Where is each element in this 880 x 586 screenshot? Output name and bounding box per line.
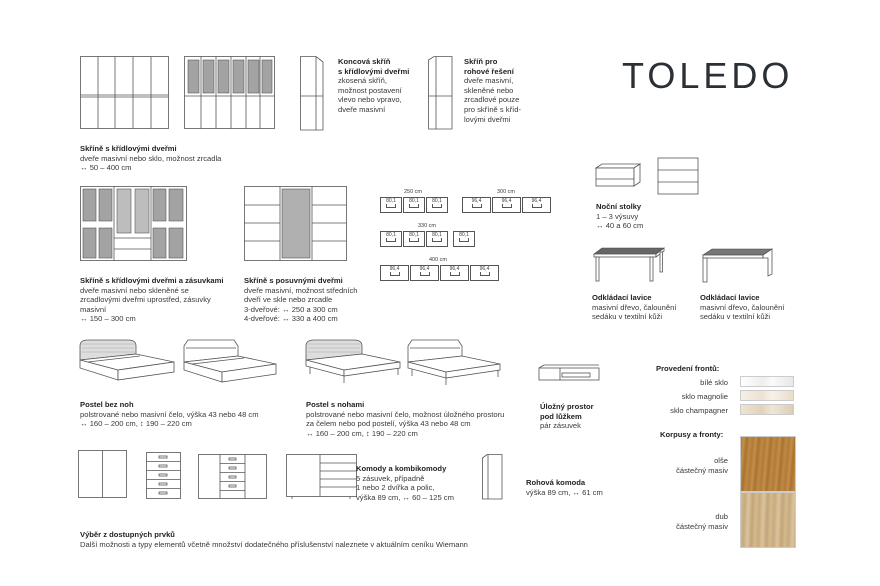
corner-wardrobe-title-2: rohové řešení [464,66,514,76]
front-swatch-magnolia [740,390,794,401]
body-label-line: částečný masiv [676,465,728,475]
bodies-title: Korpusy a fronty: [660,430,724,439]
module-box: 80,1 [426,197,448,213]
hinged-wardrobe-illustration [80,56,170,130]
dresser-doors-illustration [78,450,128,500]
bed-legs-line: za čelem nebo pod postelí, výška 43 nebo 48 cm [306,419,471,429]
hinged-wardrobes-line: ↔ 50 – 400 cm [80,163,132,173]
end-wardrobe-title-2: s křídlovými dveřmi [338,66,410,76]
bench2-title: Odkládací lavice [700,293,760,302]
module-box: 96,4 [462,197,491,213]
front-swatch-white [740,376,794,387]
sliding-wardrobes-line: dveří ve skle nebo zrcadle [244,295,333,305]
bench-illustration [590,246,672,284]
end-wardrobe-illustration [300,56,324,132]
bench1-line: masivní dřevo, čalounění [592,302,677,312]
bed-legs-upholstered-illustration [304,336,404,386]
module-box: 96,4 [492,197,521,213]
bed-legs-title: Postel s nohami [306,400,365,409]
bed-no-legs-line: polstrované nebo masivní čelo, výška 43 nebo 48 cm [80,409,259,419]
hinged-wardrobes-title: Skříně s křídlovými dveřmi [80,144,177,153]
body-label-line: dub [715,512,728,521]
sliding-wardrobes-line: 3-dveřové: ↔ 250 a 300 cm [244,304,338,314]
dresser-drawers-illustration [146,452,182,500]
end-wardrobe-line: dveře masivní [338,104,386,114]
sliding-wardrobe-illustration [244,186,348,262]
corner-wardrobe-illustration [428,56,454,130]
module-box: 96,4 [470,265,499,281]
bench1-line: sedáku v textilní kůži [592,312,663,322]
footer [80,530,468,549]
front-label: sklo champagner [670,406,728,415]
corner-wardrobe-text [464,57,521,124]
footer-title: Výběr z dostupných prvků [80,530,175,539]
dressers-title: Komody a kombikomody [356,464,447,473]
bed-upholstered-illustration [78,336,178,384]
under-bed-line: pár zásuvek [540,421,581,431]
dressers-text [356,464,454,502]
corner-dresser-text [526,478,603,497]
bed-no-legs-title: Postel bez noh [80,400,134,409]
corner-wardrobe-line: pro skříně s kříd- [464,104,521,114]
bed-wood-illustration [182,336,278,384]
bed-no-legs-text [80,400,259,429]
bench1-title: Odkládací lavice [592,293,652,302]
module-box: 80,1 [380,231,402,247]
nightstands-text [596,202,643,231]
nightstands-line: ↔ 40 a 60 cm [596,221,644,231]
drawer-wardrobes-line: dveře masivní nebo skleněné se [80,285,189,295]
width-label-400: 400 cm [428,257,448,263]
nightstand-illustration [594,154,704,196]
bed-legs-wood-illustration [406,336,502,388]
corner-dresser-line: výška 89 cm, ↔ 61 cm [526,487,603,497]
sliding-wardrobes-line: dveře masivní, možnost středních [244,285,358,295]
body-label-oak [650,512,728,531]
corner-dresser-illustration [482,454,504,500]
width-label-250: 250 cm [403,189,423,195]
under-bed-title-2: pod lůžkem [540,411,582,421]
module-box: 80,1 [403,231,425,247]
module-box: 96,4 [440,265,469,281]
module-box: 80,1 [426,231,448,247]
end-wardrobe-text [338,57,409,115]
body-label-alder [650,456,728,475]
module-box: 80,1 [380,197,402,213]
brand-title: TOLEDO [622,55,794,96]
front-label: sklo magnolie [681,392,728,401]
hinged-wardrobes-text [80,144,221,173]
end-wardrobe-line: vlevo nebo vpravo, [338,95,402,105]
module-box: 96,4 [522,197,551,213]
corner-wardrobe-line: zrcadlové pouze [464,95,520,105]
bench2-text [700,293,784,322]
front-label: bílé sklo [700,378,728,387]
sliding-wardrobes-text [244,276,358,324]
body-label-line: olše [714,456,728,465]
body-label-line: částečný masiv [676,521,728,531]
sliding-wardrobes-title: Skříně s posuvnými dveřmi [244,276,343,285]
nightstands-title: Noční stolky [596,202,642,211]
module-box: 80,1 [453,231,475,247]
corner-wardrobe-title-1: Skříň pro [464,57,498,66]
front-swatch-champagne [740,404,794,415]
bed-legs-line: polstrované nebo masivní čelo, možnost úložného prostoru [306,409,505,419]
drawer-wardrobes-title: Skříně s křídlovými dveřmi a zásuvkami [80,276,224,285]
combi-dresser-wide-illustration [286,454,358,500]
module-box: 96,4 [410,265,439,281]
under-bed-text [540,402,594,431]
body-swatch-oak [740,492,796,548]
bed-legs-line: ↔ 160 – 200 cm, ↕ 190 – 220 cm [306,428,418,438]
width-label-300: 300 cm [496,189,516,195]
dressers-line: 5 zásuvek, případně [356,473,425,483]
drawer-wardrobe-illustration [80,186,188,262]
fronts-title: Provedení frontů: [656,364,720,373]
drawer-wardrobes-text [80,276,224,324]
bench1-text [592,293,676,322]
corner-wardrobe-line: dveře masivní, [464,76,514,86]
end-wardrobe-line: zkosená skříň, [338,76,387,86]
under-bed-title-1: Úložný prostor [540,402,594,411]
width-label-330: 330 cm [417,223,437,229]
bench-box-illustration [700,246,774,284]
module-box: 80,1 [403,197,425,213]
dressers-line: 1 nebo 2 dvířka a polic, [356,483,435,493]
corner-wardrobe-line: lovými dveřmi [464,114,511,124]
bench2-line: masivní dřevo, čalounění [700,302,785,312]
end-wardrobe-line: možnost postavení [338,85,402,95]
under-bed-storage-illustration [538,364,602,386]
drawer-wardrobes-line: zrcadlovými dveřmi uprostřed, zásuvky [80,295,211,305]
drawer-wardrobes-line: ↔ 150 – 300 cm [80,314,136,324]
end-wardrobe-title-1: Koncová skříň [338,57,391,66]
body-swatch-alder [740,436,796,492]
corner-dresser-title: Rohová komoda [526,478,586,487]
corner-wardrobe-line: skleněné nebo [464,85,514,95]
hinged-glass-wardrobe-illustration [184,56,276,130]
drawer-wardrobes-line: masivní [80,304,107,314]
bed-legs-text [306,400,504,438]
module-box: 96,4 [380,265,409,281]
sliding-wardrobes-line: 4-dveřové: ↔ 330 a 400 cm [244,314,338,324]
dressers-line: výška 89 cm, ↔ 60 – 125 cm [356,492,454,502]
hinged-wardrobes-line: dveře masivní nebo sklo, možnost zrcadla [80,153,222,163]
footer-text: Další možnosti a typy elementů včetně množství dodatečného příslušenství naleznete v aktuálním ceníku Wiemann [80,539,468,549]
bed-no-legs-line: ↔ 160 – 200 cm, ↕ 190 – 220 cm [80,419,192,429]
nightstands-line: 1 – 3 výsuvy [596,211,639,221]
combi-dresser-illustration [198,454,268,500]
bench2-line: sedáku v textilní kůži [700,312,771,322]
